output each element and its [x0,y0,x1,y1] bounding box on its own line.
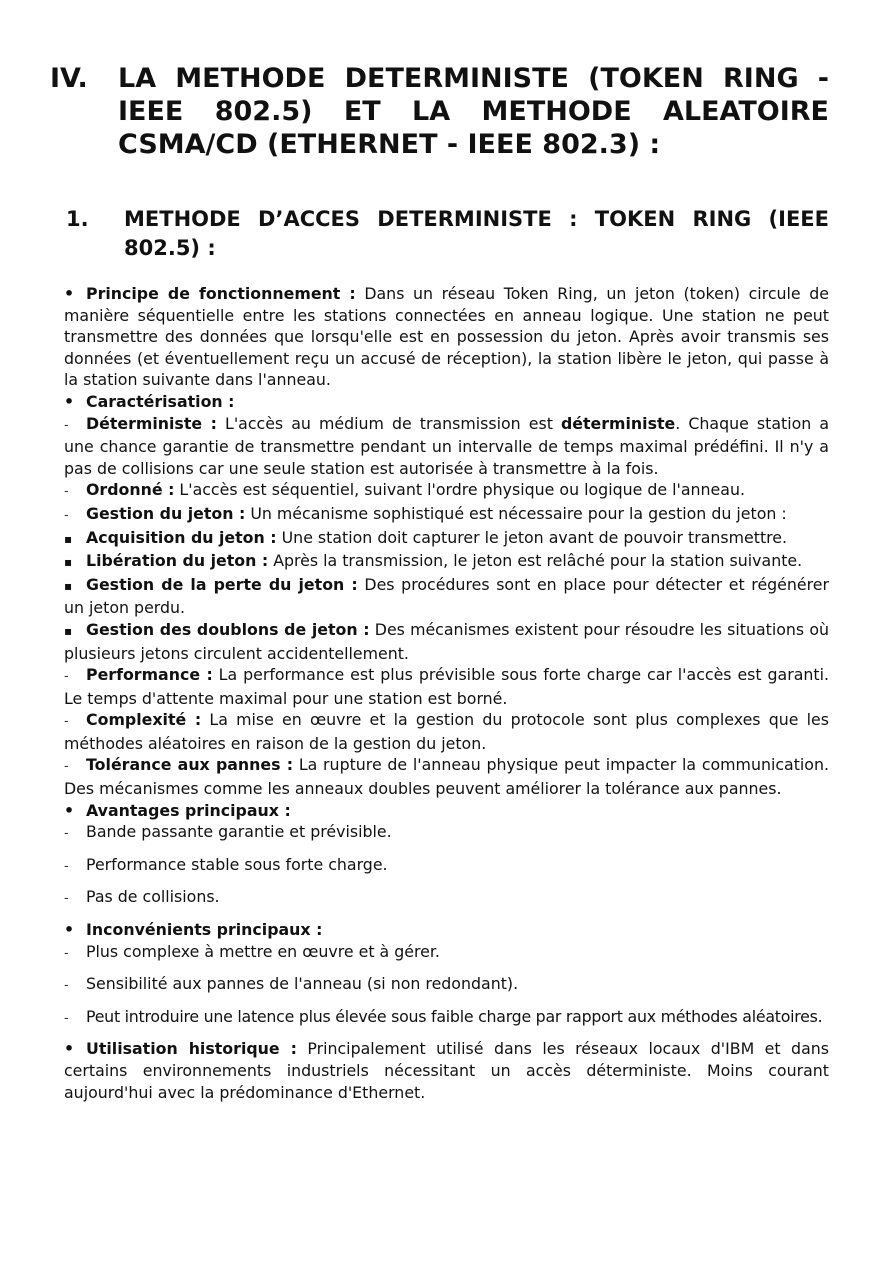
utilisation-text: Principalement utilisé dans les réseaux locaux d'IBM et dans certains environnements industriels nécessitant un accès déterministe. Moins courant aujourd'hui avec la prédominance d'Ethernet. [64,1039,829,1102]
item-gestion-jeton [64,503,829,527]
square-bullet-icon [64,527,86,551]
dash-icon [64,941,86,965]
list-item [64,821,829,845]
section-title: LA METHODE DETERMINISTE (TOKEN RING - IEEE 802.5) ET LA METHODE ALEATOIRE CSMA/CD (ETHERNET - IEEE 802.3) : [118,63,829,160]
doublons-label: Gestion des doublons de jeton : [86,619,370,639]
avantages-label: Avantages principaux : [86,800,291,820]
subsection-number: 1. [66,207,89,231]
tolerance-label: Tolérance aux pannes : [86,755,294,775]
bullet-icon [64,1038,86,1060]
document-body [64,283,829,1103]
dash-icon [64,479,86,503]
list-item [64,886,829,910]
doublons-text: Des mécanismes existent pour résoudre les situations où plusieurs jetons circulent accidentellement. [64,619,829,663]
complexite-label: Complexité : [86,710,202,730]
gestion-jeton-label: Gestion du jeton : [86,503,246,523]
square-bullet-icon [64,619,86,643]
liberation-label: Libération du jeton : [86,551,269,571]
item-complexite [64,709,829,754]
performance-text: La performance est plus prévisible sous forte charge car l'accès est garanti. Le temps d'attente maximal pour une station est borné. [64,665,830,708]
list-item [64,941,829,965]
dash-icon [64,503,86,527]
item-performance [64,664,829,709]
deterministe-text-before: L'accès au médium de transmission est [216,413,561,433]
section-heading [50,62,829,161]
item-acquisition [64,527,829,551]
item-tolerance [64,754,829,799]
item-deterministe [64,413,829,480]
list-item [64,1006,829,1030]
inconvenient-text: Plus complexe à mettre en œuvre et à gérer. [86,941,440,961]
dash-icon [64,413,86,437]
ordonne-label: Ordonné : [86,480,175,500]
deterministe-label: Déterministe : [86,413,217,433]
bullet-icon [64,800,86,822]
dash-icon [64,821,86,845]
subsection-title: METHODE D’ACCES DETERMINISTE : TOKEN RING (IEEE 802.5) : [124,207,829,260]
avantage-text: Bande passante garantie et prévisible. [86,822,392,842]
principe-label: Principe de fonctionnement : [86,284,356,303]
item-doublons [64,619,829,664]
square-bullet-icon [64,550,86,574]
caracterisation-label: Caractérisation : [86,391,235,411]
list-item [64,854,829,878]
paragraph-caracterisation [64,391,829,413]
principe-text: Dans un réseau Token Ring, un jeton (token) circule de manière séquentielle entre les stations connectées en anneau logique. Une station ne peut transmettre des données que lorsqu'elle est en possession du jeton. Après avoir transmis ses données (et éventuellement reçu un accusé de réception), la station libère le jeton, qui passe à la station suivante dans l'anneau. [64,284,829,390]
item-perte [64,574,829,619]
avantage-text: Pas de collisions. [86,887,220,907]
bullet-icon [64,283,86,305]
perte-text: Des procédures sont en place pour détecter et régénérer un jeton perdu. [64,574,829,618]
dash-icon [64,709,86,733]
acquisition-label: Acquisition du jeton : [86,527,277,547]
dash-icon [64,854,86,878]
dash-icon [64,1006,86,1030]
section-number: IV. [50,63,88,94]
performance-label: Performance : [86,665,213,685]
tolerance-text: La rupture de l'anneau physique peut impacter la communication. Des mécanismes comme les anneaux doubles peuvent améliorer la tolérance aux pannes. [64,755,830,799]
acquisition-text: Une station doit capturer le jeton avant de pouvoir transmettre. [276,527,788,547]
dash-icon [64,754,86,778]
liberation-text: Après la transmission, le jeton est relâché pour la station suivante. [268,551,803,571]
avantage-text: Performance stable sous forte charge. [86,854,388,874]
paragraph-inconvenients [64,919,829,941]
deterministe-bold-word: déterministe [560,413,676,433]
dash-icon [64,973,86,997]
gestion-jeton-text: Un mécanisme sophistiqué est nécessaire pour la gestion du jeton : [245,503,787,523]
ordonne-text: L'accès est séquentiel, suivant l'ordre physique ou logique de l'anneau. [174,480,745,500]
list-item [64,973,829,997]
item-liberation [64,550,829,574]
square-bullet-icon [64,574,86,598]
paragraph-utilisation [64,1038,829,1103]
deterministe-text-after: . Chaque station a une chance garantie de transmettre pendant un intervalle de temps maximal prédéfini. Il n'y a pas de collisions car une seule station est autorisée à transmettre à la fois. [64,413,830,478]
subsection-heading [66,205,829,263]
bullet-icon [64,919,86,941]
dash-icon [64,886,86,910]
bullet-icon [64,391,86,413]
dash-icon [64,664,86,688]
perte-label: Gestion de la perte du jeton : [86,574,358,594]
inconvenient-text: Sensibilité aux pannes de l'anneau (si non redondant). [86,974,519,994]
document-page [50,62,830,1103]
utilisation-label: Utilisation historique : [86,1039,297,1059]
inconvenient-text: Peut introduire une latence plus élevée sous faible charge par rapport aux méthodes aléatoires. [86,1006,823,1026]
inconvenients-label: Inconvénients principaux : [86,920,323,940]
item-ordonne [64,479,829,503]
paragraph-avantages [64,800,829,822]
complexite-text: La mise en œuvre et la gestion du protocole sont plus complexes que les méthodes aléatoires en raison de la gestion du jeton. [64,710,830,753]
paragraph-principe [64,283,829,391]
